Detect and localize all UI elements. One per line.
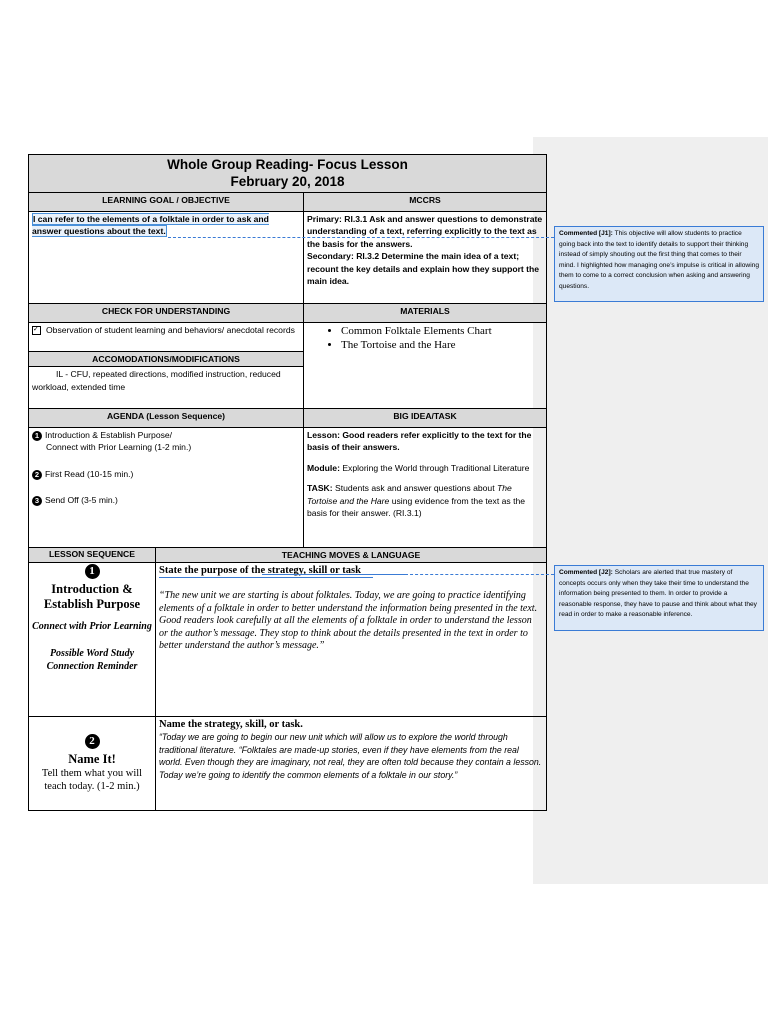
comment-1-connector (168, 237, 554, 238)
comment-j2-text: Scholars are alerted that true mastery of concepts occurs only when they take their time to understand the information being presented to them. In order to provide a reasonable response, they have to pause and think about what they read in order to make a reasonable inference. (559, 569, 757, 619)
comment-j2[interactable] (554, 565, 764, 631)
check-header: CHECK FOR UNDERSTANDING (29, 304, 304, 323)
module-label: Module: (307, 462, 340, 473)
big-idea-header: BIG IDEA/TASK (304, 409, 547, 428)
materials-list (307, 324, 543, 352)
task-title: The Tortoise and the Hare (307, 483, 512, 506)
checkbox-icon (32, 326, 41, 335)
comment-j1[interactable] (554, 226, 764, 302)
step-1-title: Introduction & Establish Purpose (43, 582, 141, 612)
check-accommodations-cell (29, 323, 304, 409)
agenda-item-2: 2 First Read (10-15 min.) (32, 468, 300, 480)
agenda-item-1: 1 Introduction & Establish Purpose/ (32, 429, 300, 441)
lesson-plan-table (28, 154, 547, 811)
agenda-header: AGENDA (Lesson Sequence) (29, 409, 304, 428)
learning-goal-cell[interactable] (29, 212, 304, 304)
number-1-icon: 1 (32, 431, 42, 441)
teaching-step-1 (156, 563, 547, 717)
number-1-icon: 1 (85, 564, 100, 579)
mccrs-cell (304, 212, 547, 304)
lesson-title (29, 155, 547, 193)
secondary-standard: RI.3.2 Determine the main idea of a text; recount the key details and explain how they support the main idea. (307, 251, 540, 287)
materials-cell (304, 323, 547, 409)
lesson-text: Good readers refer explicitly to the text for the basis of their answers. (307, 430, 532, 453)
agenda-item-3: 3 Send Off (3-5 min.) (32, 494, 300, 506)
comment-j1-label: Commented [J1]: (559, 230, 613, 237)
teaching-step-2-head: Name the strategy, skill, or task. (159, 719, 303, 731)
task-text: Students ask and answer questions about (335, 483, 495, 494)
step-2-title: Name It! (68, 752, 116, 767)
accommodations-text: IL - CFU, repeated directions, modified instruction, reduced workload, extended time (32, 369, 281, 392)
number-3-icon: 3 (32, 496, 42, 506)
task-label: TASK: (307, 483, 333, 494)
step-2-sub: Tell them what you will teach today. (1-2 min.) (41, 768, 143, 793)
module-text: Exploring the World through Traditional Literature (342, 462, 530, 473)
comment-2-underline (262, 574, 405, 575)
secondary-label: Secondary: (307, 251, 354, 262)
learning-goal-text[interactable]: I can refer to the elements of a folktale in order to ask and answer questions about the text. (32, 214, 269, 237)
primary-label: Primary: (307, 214, 342, 224)
teaching-step-2-script: “Today we are going to begin our new unit which will allow us to explore the world through traditional literature. “Folktales are made-up stories, even if they have elements from the real world. Even though they are imaginary, not real, they are often told because they contain a lesson. Today we’re going to identify the common elements of a folktale in our story.” (159, 732, 542, 780)
check-item (29, 323, 303, 352)
comment-j1-text: This objective will allow students to practice going back into the text to identify details to support their thinking instead of simply shouting out the first thing that comes to their mind. I highlighted how managing one’s impulse is critical in allowing them to come to a correct conclusion when asking and answering questions. (559, 230, 759, 290)
teaching-step-1-head[interactable]: State the purpose of the strategy, skill or task (159, 564, 373, 578)
agenda-item-1-detail: Connect with Prior Learning (1-2 min.) (46, 442, 192, 453)
lesson-label: Lesson: (307, 430, 340, 440)
teaching-step-1-script: “The new unit we are starting is about folktales. Today, we are going to practice identifying elements of a folktale in order to better understand the information being presented in the text. Good readers look carefully at all the elements of a folktale in order to understand the lesson or the author’s message. They stop to think about the details presented in the text in order to better understand the author’s message.” (159, 590, 538, 652)
primary-standard: RI.3.1 Ask and answer questions to demonstrate understanding of a text, referring explicitly to the text as the basis for the answers. (307, 214, 543, 249)
lesson-sequence-header: LESSON SEQUENCE (29, 548, 156, 563)
check-text: Observation of student learning and behaviors/ anecdotal records (46, 325, 295, 335)
title-line-1: Whole Group Reading- Focus Lesson (167, 157, 408, 172)
sequence-step-1 (29, 563, 156, 717)
material-item: • Common Folktale Elements Chart (341, 324, 543, 338)
sequence-step-2 (29, 717, 156, 811)
accommodations-header: ACCOMODATIONS/MODIFICATIONS (29, 352, 303, 367)
comment-2-connector (405, 574, 554, 575)
teaching-step-2 (156, 717, 547, 811)
big-idea-cell (304, 428, 547, 548)
comment-j2-label: Commented [J2]: (559, 569, 613, 576)
title-date: February 20, 2018 (230, 174, 345, 189)
number-2-icon: 2 (32, 470, 42, 480)
learning-goal-header: LEARNING GOAL / OBJECTIVE (29, 193, 304, 212)
teaching-moves-header: TEACHING MOVES & LANGUAGE (156, 548, 547, 563)
material-item: • The Tortoise and the Hare (341, 338, 543, 352)
materials-header: MATERIALS (304, 304, 547, 323)
step-1-sub: Connect with Prior Learning (32, 621, 152, 633)
task-text-end: using evidence from the text as the basis for their answer. (RI.3.1) (307, 495, 526, 519)
agenda-cell (29, 428, 304, 548)
step-1-reminder: Possible Word Study Connection Reminder (46, 648, 138, 673)
mccrs-header: MCCRS (304, 193, 547, 212)
number-2-icon: 2 (85, 734, 100, 749)
